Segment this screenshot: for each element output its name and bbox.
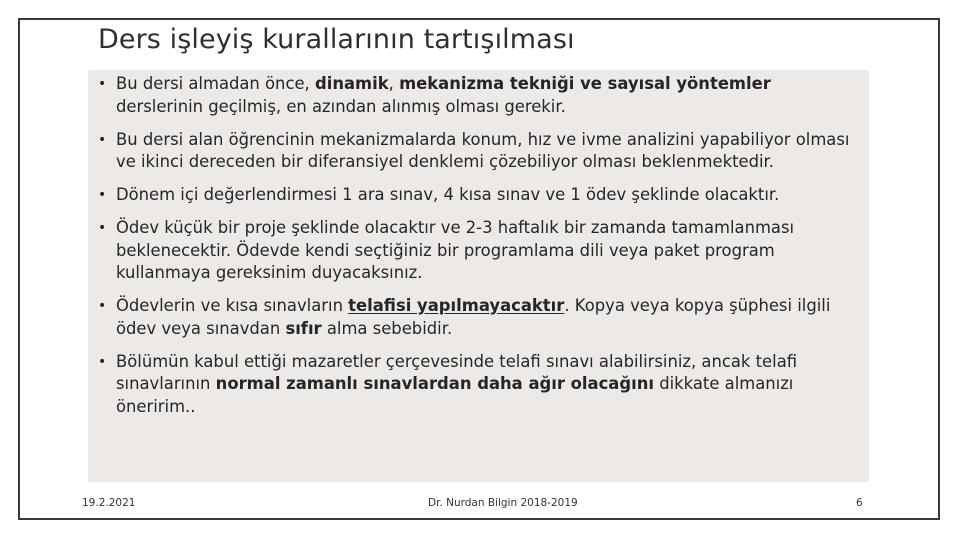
footer-author: Dr. Nurdan Bilgin 2018-2019 [428,497,578,509]
bullet-text: . Kopya veya kopya şüphesi ilgili ödev veya sınavdan [116,296,831,338]
bullet-dot-icon: • [98,131,107,148]
bullet-text-bold: dinamik [314,74,389,93]
bullet-item [98,351,861,419]
bullet-text: derslerinin geçilmiş, en azından alınmış olması gerekir. [116,96,566,116]
bullet-item [98,73,861,118]
footer-page-number: 6 [856,497,863,509]
bullet-item [98,295,861,340]
bullet-text: Ödevlerin ve kısa sınavların [116,296,349,315]
bullet-text: Ödev küçük bir proje şeklinde olacaktır ve 2-3 haftalık bir zamanda tamamlanması beklenecektir. Ödevde kendi seçtiğiniz bir programlama dili veya paket program kullanmaya gereksinim duyacaksınız. [116,218,795,282]
bullet-text: alma sebebidir. [321,318,453,338]
bullet-text-bold: mekanizma tekniği ve sayısal yöntemler [399,74,771,93]
bullet-list [88,70,869,482]
bullet-item [98,184,861,207]
bullet-dot-icon: • [98,187,107,203]
bullet-text-bold: normal zamanlı sınavlardan daha ağır olacağını [215,374,655,393]
bullet-dot-icon: • [98,76,107,92]
bullet-text: Bu dersi almadan önce, [116,74,315,93]
bullet-text: Bu dersi alan öğrencinin mekanizmalarda konum, hız ve ivme analizini yapabiliyor olması ve ikinci dereceden bir diferansiyel denklemi çözebiliyor olması beklenmektedir. [116,129,850,171]
bullet-item [98,217,861,285]
bullet-dot-icon: • [98,353,107,370]
bullet-text: dikkate almanızı öneririm.. [116,374,794,416]
bullet-text: Bölümün kabul ettiği mazaretler çerçevesinde telafi sınavı alabilirsiniz, ancak telafi sınavlarının [116,351,798,393]
bullet-text: Dönem içi değerlendirmesi 1 ara sınav, 4 kısa sınav ve 1 ödev şeklinde olacaktır. [116,185,780,204]
bullet-item [98,129,861,174]
bullet-text-emphasis: telafisi yapılmayacaktır [348,296,565,315]
slide-title: Ders işleyiş kurallarının tartışılması [98,24,575,55]
footer-date: 19.2.2021 [82,497,136,509]
bullet-dot-icon: • [98,220,107,236]
bullet-dot-icon: • [98,298,107,314]
bullet-text: , [388,74,400,93]
bullet-text-bold: sıfır [285,318,322,338]
bullet-text-bold [348,296,564,315]
